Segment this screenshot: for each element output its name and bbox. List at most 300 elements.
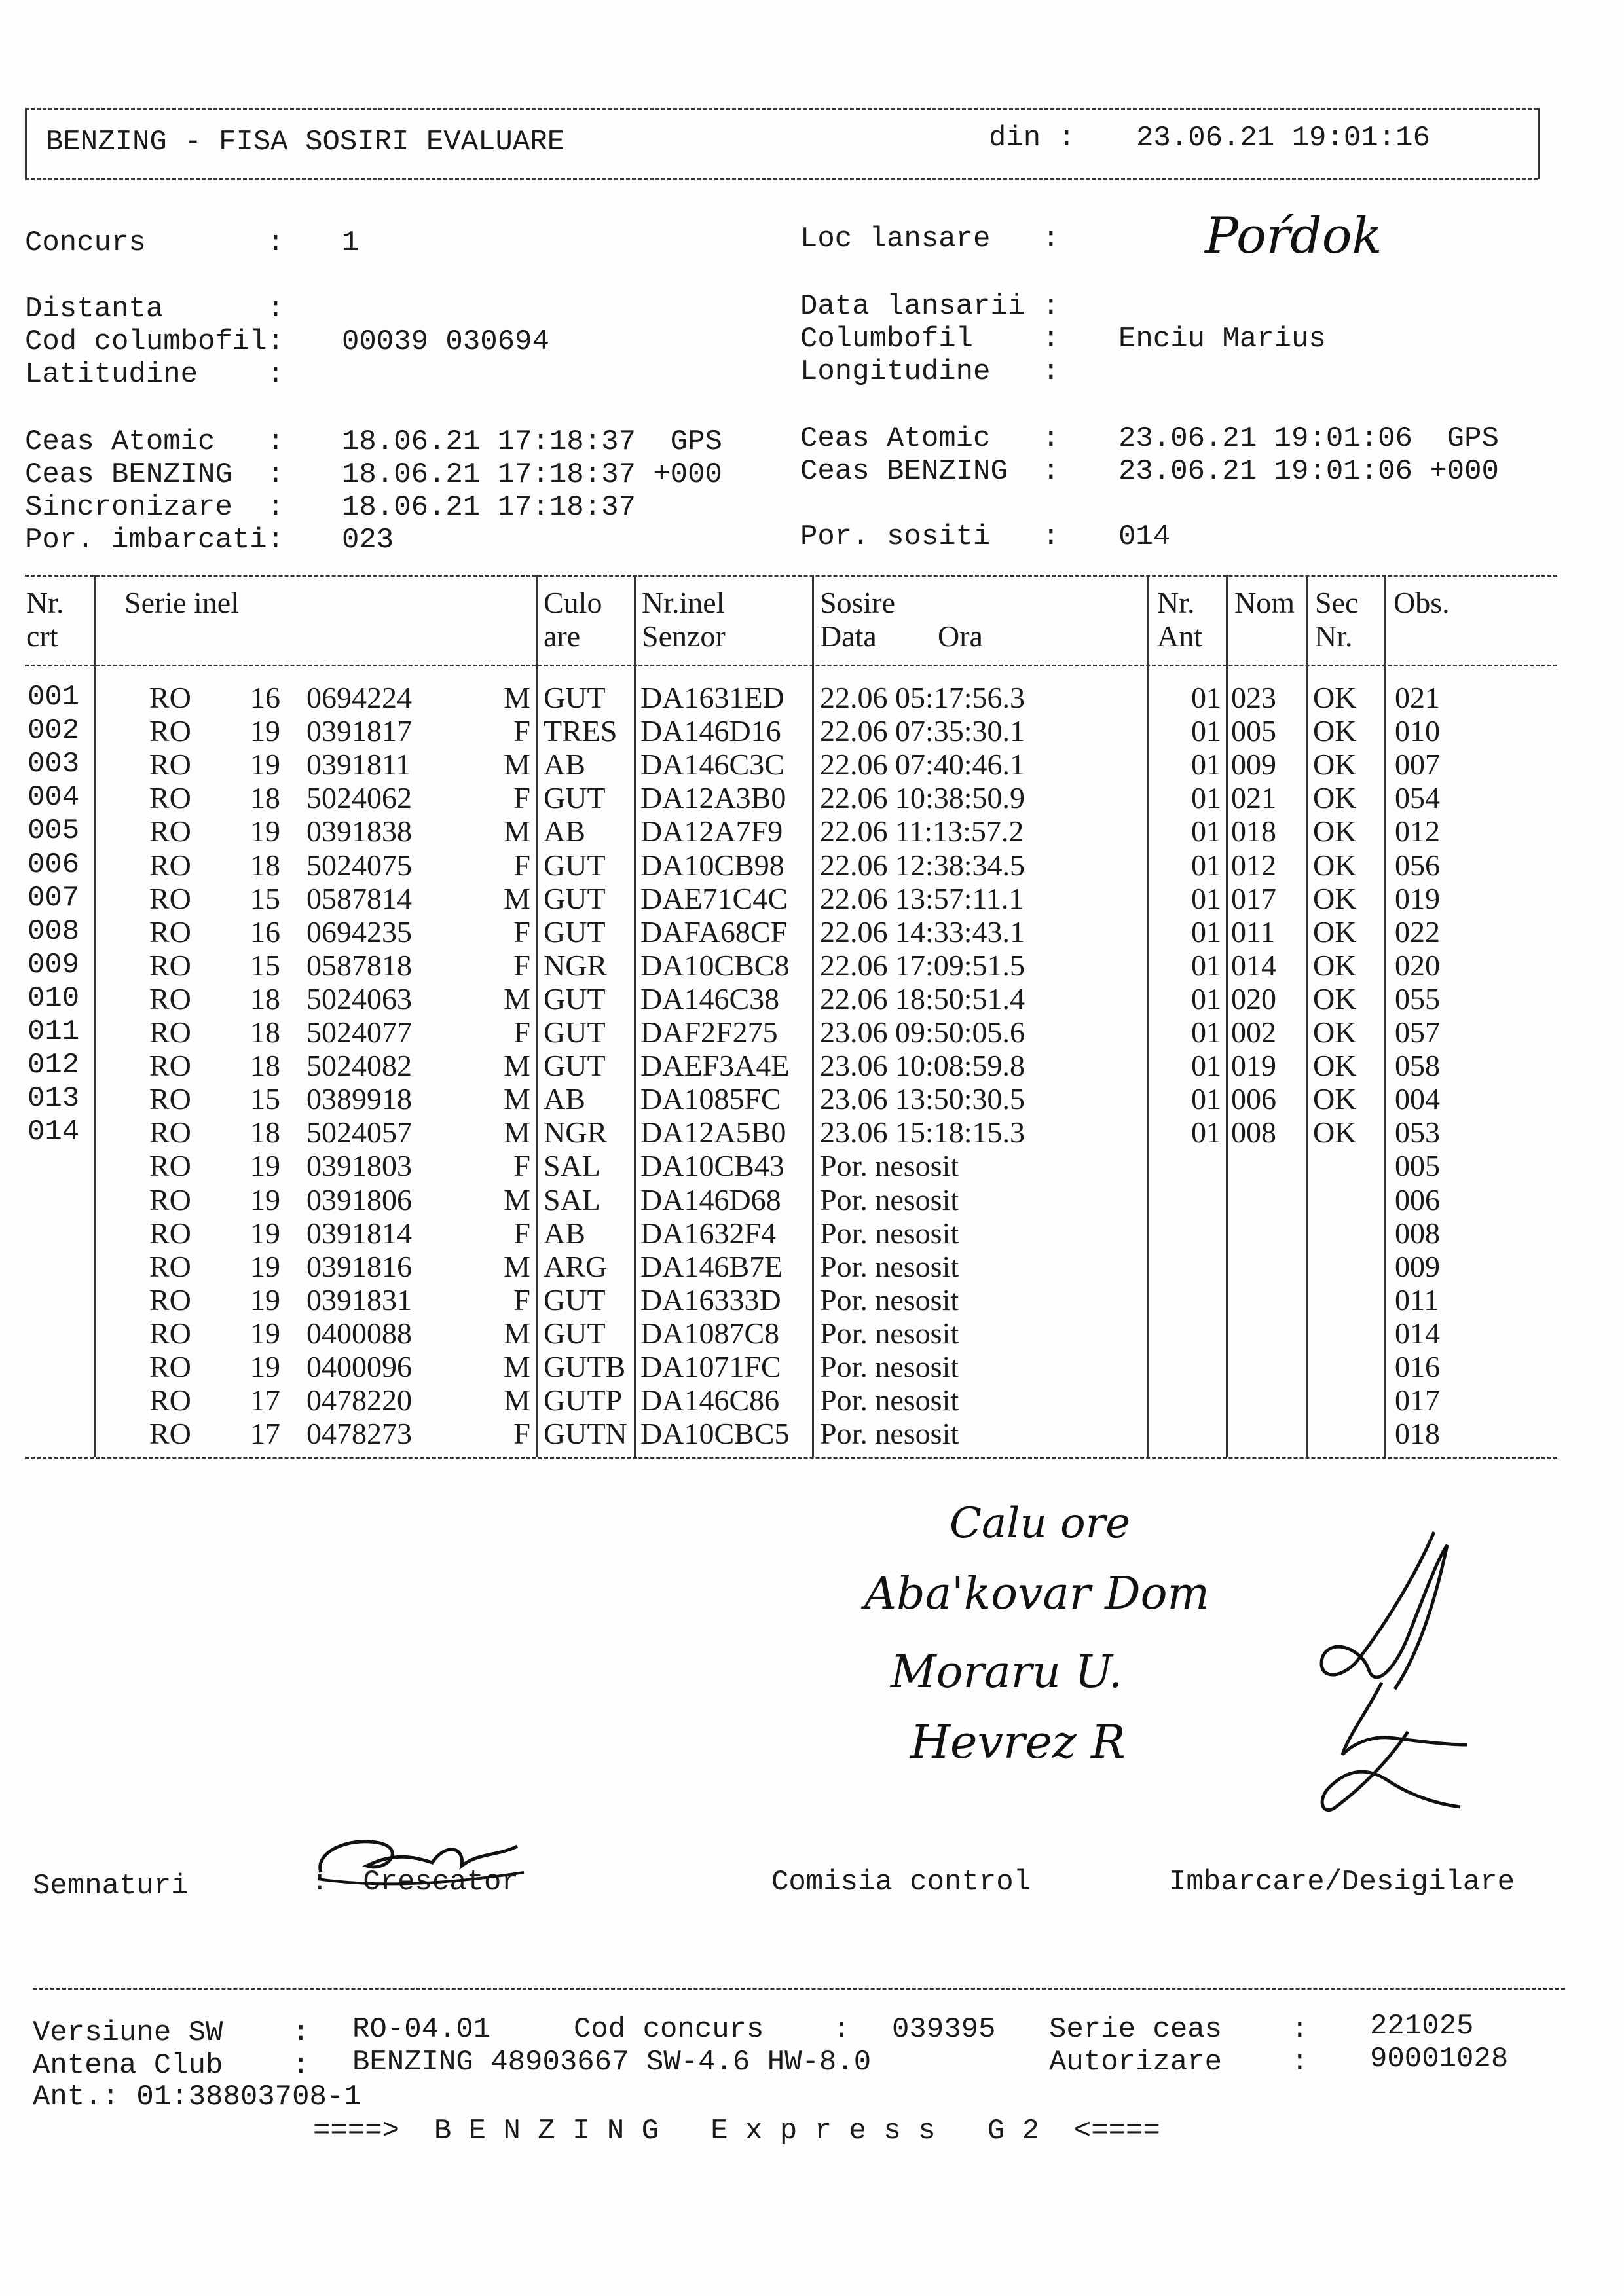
cell-year: 19 bbox=[250, 1149, 280, 1182]
cell-sec: OK bbox=[1313, 1116, 1357, 1149]
cell-ring-number: 0391814 bbox=[306, 1216, 412, 1250]
cell-arrival: 23.06 13:50:30.5 bbox=[820, 1082, 1025, 1116]
table-row bbox=[0, 1015, 1624, 1049]
cod-columbofil-value: 00039 030694 bbox=[342, 325, 549, 358]
cell-ring-number: 5024075 bbox=[306, 848, 412, 882]
col-header-obs: Obs. bbox=[1393, 586, 1450, 619]
cell-arrival: 23.06 15:18:15.3 bbox=[820, 1116, 1025, 1149]
cell-ring-number: 0694224 bbox=[306, 681, 412, 714]
por-sositi-value: 014 bbox=[1118, 520, 1171, 553]
cell-year: 18 bbox=[250, 982, 280, 1015]
crescator-label: : Crescator bbox=[311, 1866, 519, 1899]
cell-year: 18 bbox=[250, 848, 280, 882]
table-row bbox=[0, 1049, 1624, 1082]
latitudine-label: Latitudine : bbox=[25, 358, 285, 391]
cell-sex: M bbox=[504, 1082, 530, 1116]
distanta-label: Distanta : bbox=[25, 293, 285, 325]
loc-lansare-label: Loc lansare : bbox=[800, 223, 1060, 255]
cell-obs: 007 bbox=[1395, 748, 1440, 781]
cell-country: RO bbox=[149, 982, 191, 1015]
cell-sex: F bbox=[513, 1216, 530, 1250]
cell-ring-number: 0587814 bbox=[306, 882, 412, 915]
table-row bbox=[0, 949, 1624, 982]
cell-ring-number: 0391838 bbox=[306, 814, 412, 848]
cell-sensor: DA16333D bbox=[640, 1283, 781, 1317]
cell-antenna: 01 bbox=[1191, 949, 1221, 982]
cell-sensor: DA10CB43 bbox=[640, 1149, 784, 1182]
cell-nom: 019 bbox=[1231, 1049, 1276, 1082]
cell-arrival: 22.06 14:33:43.1 bbox=[820, 915, 1025, 949]
cell-antenna: 01 bbox=[1191, 1015, 1221, 1049]
cell-nom: 011 bbox=[1231, 915, 1276, 949]
cell-antenna: 01 bbox=[1191, 1082, 1221, 1116]
table-row bbox=[0, 1250, 1624, 1283]
cell-year: 15 bbox=[250, 1082, 280, 1116]
cell-sensor: DAE71C4C bbox=[640, 882, 788, 915]
cell-year: 15 bbox=[250, 949, 280, 982]
cell-nr-crt: 009 bbox=[28, 949, 80, 981]
cell-color: NGR bbox=[544, 949, 608, 982]
table-row bbox=[0, 814, 1624, 848]
cell-antenna: 01 bbox=[1191, 814, 1221, 848]
cell-year: 15 bbox=[250, 882, 280, 915]
din-value: 23.06.21 19:01:16 bbox=[1136, 122, 1430, 155]
header-left-border bbox=[25, 108, 27, 179]
cell-obs: 016 bbox=[1395, 1350, 1440, 1383]
cell-nom: 023 bbox=[1231, 681, 1276, 714]
cell-country: RO bbox=[149, 1082, 191, 1116]
cell-sensor: DA146D16 bbox=[640, 714, 781, 748]
cell-color: GUT bbox=[544, 882, 606, 915]
col-header-crt: crt bbox=[26, 619, 58, 653]
cell-sensor: DA146B7E bbox=[640, 1250, 783, 1283]
cell-sex: M bbox=[504, 1116, 530, 1149]
cell-color: SAL bbox=[544, 1149, 600, 1182]
cell-obs: 057 bbox=[1395, 1015, 1440, 1049]
cell-color: GUT bbox=[544, 982, 606, 1015]
cell-color: GUTB bbox=[544, 1350, 626, 1383]
cell-sensor: DAEF3A4E bbox=[640, 1049, 790, 1082]
cell-sec: OK bbox=[1313, 714, 1357, 748]
table-row bbox=[0, 982, 1624, 1015]
cell-sec: OK bbox=[1313, 781, 1357, 814]
cell-country: RO bbox=[149, 1015, 191, 1049]
cell-sex: F bbox=[513, 1417, 530, 1450]
cell-sec: OK bbox=[1313, 1015, 1357, 1049]
ceas-benzing-right-value: 23.06.21 19:01:06 +000 bbox=[1118, 455, 1499, 488]
cell-nom: 020 bbox=[1231, 982, 1276, 1015]
col-header-sec: Sec bbox=[1315, 586, 1359, 619]
cell-sec: OK bbox=[1313, 949, 1357, 982]
cell-year: 16 bbox=[250, 681, 280, 714]
cell-antenna: 01 bbox=[1191, 714, 1221, 748]
cell-antenna: 01 bbox=[1191, 848, 1221, 882]
cell-year: 17 bbox=[250, 1383, 280, 1417]
ceas-atomic-right-label: Ceas Atomic : bbox=[800, 422, 1060, 455]
cell-obs: 006 bbox=[1395, 1183, 1440, 1216]
cell-nr-crt: 003 bbox=[28, 748, 80, 780]
cell-color: GUT bbox=[544, 1049, 606, 1082]
cell-obs: 009 bbox=[1395, 1250, 1440, 1283]
serie-ceas-value: 221025 bbox=[1370, 2010, 1474, 2043]
cell-sex: M bbox=[504, 1317, 530, 1350]
cell-obs: 019 bbox=[1395, 882, 1440, 915]
cell-sensor: DA1087C8 bbox=[640, 1317, 780, 1350]
table-row bbox=[0, 1183, 1624, 1216]
cell-obs: 004 bbox=[1395, 1082, 1440, 1116]
cell-nr-crt: 014 bbox=[28, 1116, 80, 1148]
cell-year: 18 bbox=[250, 1049, 280, 1082]
col-header-nr-ant: Nr. bbox=[1157, 586, 1195, 619]
cell-obs: 022 bbox=[1395, 915, 1440, 949]
cell-sensor: DA1071FC bbox=[640, 1350, 781, 1383]
table-row bbox=[0, 1116, 1624, 1149]
cell-nom: 005 bbox=[1231, 714, 1276, 748]
col-header-serie-inel: Serie inel bbox=[124, 586, 239, 619]
cell-nr-crt: 005 bbox=[28, 814, 80, 847]
col-header-sec-nr: Nr. bbox=[1315, 619, 1353, 653]
cell-antenna: 01 bbox=[1191, 915, 1221, 949]
table-row bbox=[0, 748, 1624, 781]
cell-color: AB bbox=[544, 1216, 585, 1250]
cell-color: GUT bbox=[544, 1317, 606, 1350]
por-imbarcati-label: Por. imbarcati: bbox=[25, 524, 285, 556]
loc-lansare-handwritten: Poŕdok bbox=[1205, 206, 1382, 264]
cell-sec: OK bbox=[1313, 1082, 1357, 1116]
col-header-culo: Culo bbox=[544, 586, 602, 619]
cell-country: RO bbox=[149, 1350, 191, 1383]
cell-sex: M bbox=[504, 748, 530, 781]
table-row bbox=[0, 915, 1624, 949]
table-row bbox=[0, 1082, 1624, 1116]
cell-country: RO bbox=[149, 1149, 191, 1182]
cell-nr-crt: 013 bbox=[28, 1082, 80, 1115]
cell-arrival: 22.06 12:38:34.5 bbox=[820, 848, 1025, 882]
cell-color: NGR bbox=[544, 1116, 608, 1149]
col-header-are: are bbox=[544, 619, 581, 653]
cell-obs: 021 bbox=[1395, 681, 1440, 714]
col-header-sosire: Sosire bbox=[820, 586, 895, 619]
cell-sensor: DA1631ED bbox=[640, 681, 784, 714]
table-row bbox=[0, 848, 1624, 882]
por-imbarcati-value: 023 bbox=[342, 524, 394, 556]
cell-arrival: Por. nesosit bbox=[820, 1317, 959, 1350]
cell-nom: 008 bbox=[1231, 1116, 1276, 1149]
cell-nom: 006 bbox=[1231, 1082, 1276, 1116]
commission-signature-3: Moraru U. bbox=[891, 1647, 1123, 1698]
cell-sex: M bbox=[504, 1250, 530, 1283]
cell-antenna: 01 bbox=[1191, 1049, 1221, 1082]
table-row bbox=[0, 1149, 1624, 1182]
cell-nom: 014 bbox=[1231, 949, 1276, 982]
cell-arrival: Por. nesosit bbox=[820, 1383, 959, 1417]
cell-color: SAL bbox=[544, 1183, 600, 1216]
cell-arrival: 22.06 07:35:30.1 bbox=[820, 714, 1025, 748]
benzing-express-banner: ====> B E N Z I N G E x p r e s s G 2 <==== bbox=[313, 2115, 1160, 2147]
cell-color: GUT bbox=[544, 848, 606, 882]
cell-sex: F bbox=[513, 848, 530, 882]
cell-obs: 017 bbox=[1395, 1383, 1440, 1417]
cell-obs: 058 bbox=[1395, 1049, 1440, 1082]
concurs-value: 1 bbox=[342, 227, 360, 259]
col-header-nr: Nr. bbox=[26, 586, 64, 619]
cell-country: RO bbox=[149, 714, 191, 748]
cell-year: 19 bbox=[250, 1350, 280, 1383]
cell-obs: 055 bbox=[1395, 982, 1440, 1015]
col-header-nom: Nom bbox=[1234, 586, 1295, 619]
cell-sec: OK bbox=[1313, 814, 1357, 848]
table-row bbox=[0, 781, 1624, 814]
cell-country: RO bbox=[149, 814, 191, 848]
cell-sex: F bbox=[513, 1015, 530, 1049]
cell-antenna: 01 bbox=[1191, 1116, 1221, 1149]
cell-country: RO bbox=[149, 1317, 191, 1350]
cell-arrival: 22.06 17:09:51.5 bbox=[820, 949, 1025, 982]
table-row bbox=[0, 1317, 1624, 1350]
table-header-separator bbox=[25, 665, 1557, 666]
cell-arrival: Por. nesosit bbox=[820, 1149, 959, 1182]
versiune-sw-value: RO-04.01 bbox=[352, 2013, 491, 2046]
cell-year: 19 bbox=[250, 1183, 280, 1216]
cell-sensor: DA146C86 bbox=[640, 1383, 780, 1417]
ceas-atomic-left-value: 18.06.21 17:18:37 GPS bbox=[342, 426, 722, 458]
columbofil-label: Columbofil : bbox=[800, 323, 1060, 355]
cell-sex: M bbox=[504, 681, 530, 714]
cell-color: TRES bbox=[544, 714, 618, 748]
col-header-data: Data bbox=[820, 619, 877, 653]
cell-sensor: DA1632F4 bbox=[640, 1216, 777, 1250]
table-row bbox=[0, 1216, 1624, 1250]
versiune-sw-label: Versiune SW : bbox=[33, 2016, 310, 2049]
cell-ring-number: 0587818 bbox=[306, 949, 412, 982]
autorizare-value: 90001028 bbox=[1370, 2043, 1509, 2075]
document-title: BENZING - FISA SOSIRI EVALUARE bbox=[46, 126, 565, 158]
cell-arrival: Por. nesosit bbox=[820, 1183, 959, 1216]
antenna-id-line: Ant.: 01:38803708-1 bbox=[33, 2081, 361, 2113]
commission-signature-2: Aba'kovar Dom bbox=[864, 1568, 1210, 1620]
cell-sensor: DA1085FC bbox=[640, 1082, 781, 1116]
ceas-benzing-left-value: 18.06.21 17:18:37 +000 bbox=[342, 458, 722, 491]
cell-sex: M bbox=[504, 1383, 530, 1417]
cell-antenna: 01 bbox=[1191, 882, 1221, 915]
cell-sensor: DA146C3C bbox=[640, 748, 784, 781]
footer-divider bbox=[33, 1988, 1565, 1990]
cell-ring-number: 5024082 bbox=[306, 1049, 412, 1082]
cell-country: RO bbox=[149, 781, 191, 814]
cell-sensor: DA10CBC5 bbox=[640, 1417, 790, 1450]
cell-nr-crt: 012 bbox=[28, 1049, 80, 1082]
cell-sensor: DA12A3B0 bbox=[640, 781, 786, 814]
col-header-senzor: Senzor bbox=[642, 619, 726, 653]
cell-country: RO bbox=[149, 1183, 191, 1216]
cell-obs: 010 bbox=[1395, 714, 1440, 748]
cod-columbofil-label: Cod columbofil: bbox=[25, 325, 285, 358]
cell-nr-crt: 004 bbox=[28, 781, 80, 814]
col-header-ant: Ant bbox=[1157, 619, 1202, 653]
cell-year: 19 bbox=[250, 748, 280, 781]
sincronizare-label: Sincronizare : bbox=[25, 491, 285, 524]
cell-arrival: 22.06 05:17:56.3 bbox=[820, 681, 1025, 714]
cell-sec: OK bbox=[1313, 1049, 1357, 1082]
crescator-signature-scribble bbox=[308, 1827, 530, 1899]
cell-country: RO bbox=[149, 1283, 191, 1317]
table-bottom-border bbox=[25, 1457, 1557, 1459]
commission-signature-1: Calu ore bbox=[950, 1499, 1131, 1548]
cell-nom: 017 bbox=[1231, 882, 1276, 915]
cell-sex: F bbox=[513, 915, 530, 949]
cell-ring-number: 0391806 bbox=[306, 1183, 412, 1216]
cell-arrival: 22.06 11:13:57.2 bbox=[820, 814, 1024, 848]
cell-sensor: DA12A5B0 bbox=[640, 1116, 786, 1149]
cell-color: AB bbox=[544, 814, 585, 848]
cell-country: RO bbox=[149, 681, 191, 714]
cell-obs: 005 bbox=[1395, 1149, 1440, 1182]
cell-sensor: DAFA68CF bbox=[640, 915, 788, 949]
cell-sensor: DAF2F275 bbox=[640, 1015, 778, 1049]
cod-concurs-label: Cod concurs : bbox=[574, 2013, 851, 2046]
cell-nom: 009 bbox=[1231, 748, 1276, 781]
antena-club-value: BENZING 48903667 SW-4.6 HW-8.0 bbox=[352, 2046, 872, 2079]
columbofil-value: Enciu Marius bbox=[1118, 323, 1326, 355]
cell-year: 19 bbox=[250, 1216, 280, 1250]
cell-sec: OK bbox=[1313, 681, 1357, 714]
cell-antenna: 01 bbox=[1191, 748, 1221, 781]
concurs-label: Concurs : bbox=[25, 227, 285, 259]
cell-ring-number: 0400096 bbox=[306, 1350, 412, 1383]
cell-ring-number: 0391811 bbox=[306, 748, 411, 781]
cell-ring-number: 0391803 bbox=[306, 1149, 412, 1182]
table-row bbox=[0, 1383, 1624, 1417]
cell-year: 18 bbox=[250, 1116, 280, 1149]
cod-concurs-value: 039395 bbox=[892, 2013, 996, 2046]
cell-arrival: 23.06 10:08:59.8 bbox=[820, 1049, 1025, 1082]
din-label: din : bbox=[989, 122, 1076, 155]
data-lansarii-label: Data lansarii : bbox=[800, 290, 1060, 323]
cell-nr-crt: 007 bbox=[28, 882, 80, 915]
cell-year: 19 bbox=[250, 1250, 280, 1283]
cell-ring-number: 5024077 bbox=[306, 1015, 412, 1049]
cell-country: RO bbox=[149, 882, 191, 915]
cell-obs: 018 bbox=[1395, 1417, 1440, 1450]
cell-arrival: Por. nesosit bbox=[820, 1417, 959, 1450]
cell-obs: 053 bbox=[1395, 1116, 1440, 1149]
cell-sec: OK bbox=[1313, 882, 1357, 915]
cell-nr-crt: 002 bbox=[28, 714, 80, 747]
cell-nom: 021 bbox=[1231, 781, 1276, 814]
cell-obs: 008 bbox=[1395, 1216, 1440, 1250]
cell-year: 16 bbox=[250, 915, 280, 949]
ceas-atomic-left-label: Ceas Atomic : bbox=[25, 426, 285, 458]
col-header-ora: Ora bbox=[938, 619, 983, 653]
cell-sec: OK bbox=[1313, 748, 1357, 781]
cell-arrival: Por. nesosit bbox=[820, 1350, 959, 1383]
cell-country: RO bbox=[149, 949, 191, 982]
cell-arrival: Por. nesosit bbox=[820, 1283, 959, 1317]
longitudine-label: Longitudine : bbox=[800, 355, 1060, 388]
cell-sex: M bbox=[504, 1049, 530, 1082]
cell-country: RO bbox=[149, 1383, 191, 1417]
autorizare-label: Autorizare : bbox=[1049, 2046, 1309, 2079]
table-row bbox=[0, 1350, 1624, 1383]
cell-sec: OK bbox=[1313, 915, 1357, 949]
cell-year: 18 bbox=[250, 781, 280, 814]
cell-sex: F bbox=[513, 714, 530, 748]
comisia-control-label: Comisia control bbox=[771, 1866, 1031, 1899]
cell-obs: 020 bbox=[1395, 949, 1440, 982]
cell-sec: OK bbox=[1313, 848, 1357, 882]
cell-color: AB bbox=[544, 748, 585, 781]
table-row bbox=[0, 1417, 1624, 1450]
cell-ring-number: 5024063 bbox=[306, 982, 412, 1015]
cell-arrival: 22.06 07:40:46.1 bbox=[820, 748, 1025, 781]
cell-obs: 054 bbox=[1395, 781, 1440, 814]
cell-arrival: 22.06 18:50:51.4 bbox=[820, 982, 1025, 1015]
cell-year: 19 bbox=[250, 1317, 280, 1350]
commission-signature-4: Hevrez R bbox=[910, 1715, 1126, 1769]
cell-obs: 014 bbox=[1395, 1317, 1440, 1350]
antena-club-label: Antena Club : bbox=[33, 2049, 310, 2082]
por-sositi-label: Por. sositi : bbox=[800, 520, 1060, 553]
cell-color: GUT bbox=[544, 1283, 606, 1317]
cell-nr-crt: 010 bbox=[28, 982, 80, 1015]
cell-ring-number: 0478220 bbox=[306, 1383, 412, 1417]
cell-sensor: DA10CB98 bbox=[640, 848, 784, 882]
cell-arrival: Por. nesosit bbox=[820, 1216, 959, 1250]
cell-country: RO bbox=[149, 915, 191, 949]
table-row bbox=[0, 1283, 1624, 1317]
cell-color: GUTN bbox=[544, 1417, 627, 1450]
cell-ring-number: 5024062 bbox=[306, 781, 412, 814]
cell-sex: F bbox=[513, 1283, 530, 1317]
cell-obs: 011 bbox=[1395, 1283, 1439, 1317]
cell-sex: F bbox=[513, 1149, 530, 1182]
imbarcare-desigilare-label: Imbarcare/Desigilare bbox=[1169, 1866, 1515, 1899]
cell-ring-number: 0694235 bbox=[306, 915, 412, 949]
table-row bbox=[0, 714, 1624, 748]
serie-ceas-label: Serie ceas : bbox=[1049, 2013, 1309, 2046]
header-right-border bbox=[1538, 108, 1540, 179]
table-top-border bbox=[25, 575, 1557, 577]
cell-obs: 012 bbox=[1395, 814, 1440, 848]
cell-country: RO bbox=[149, 1049, 191, 1082]
ceas-benzing-right-label: Ceas BENZING : bbox=[800, 455, 1060, 488]
cell-ring-number: 0391831 bbox=[306, 1283, 412, 1317]
cell-country: RO bbox=[149, 1116, 191, 1149]
header-top-border bbox=[25, 108, 1538, 110]
cell-color: ARG bbox=[544, 1250, 608, 1283]
cell-ring-number: 0389918 bbox=[306, 1082, 412, 1116]
cell-sex: M bbox=[504, 1350, 530, 1383]
cell-nom: 002 bbox=[1231, 1015, 1276, 1049]
cell-nom: 012 bbox=[1231, 848, 1276, 882]
cell-color: GUT bbox=[544, 1015, 606, 1049]
sincronizare-value: 18.06.21 17:18:37 bbox=[342, 491, 636, 524]
table-row bbox=[0, 882, 1624, 915]
cell-color: GUT bbox=[544, 781, 606, 814]
cell-obs: 056 bbox=[1395, 848, 1440, 882]
cell-year: 19 bbox=[250, 714, 280, 748]
cell-ring-number: 0400088 bbox=[306, 1317, 412, 1350]
cell-ring-number: 5024057 bbox=[306, 1116, 412, 1149]
table-row bbox=[0, 681, 1624, 714]
cell-nom: 018 bbox=[1231, 814, 1276, 848]
cell-nr-crt: 006 bbox=[28, 848, 80, 881]
ceas-benzing-left-label: Ceas BENZING : bbox=[25, 458, 285, 491]
col-header-nr-inel: Nr.inel bbox=[642, 586, 725, 619]
cell-sensor: DA12A7F9 bbox=[640, 814, 783, 848]
ceas-atomic-right-value: 23.06.21 19:01:06 GPS bbox=[1118, 422, 1499, 455]
cell-nr-crt: 008 bbox=[28, 915, 80, 948]
